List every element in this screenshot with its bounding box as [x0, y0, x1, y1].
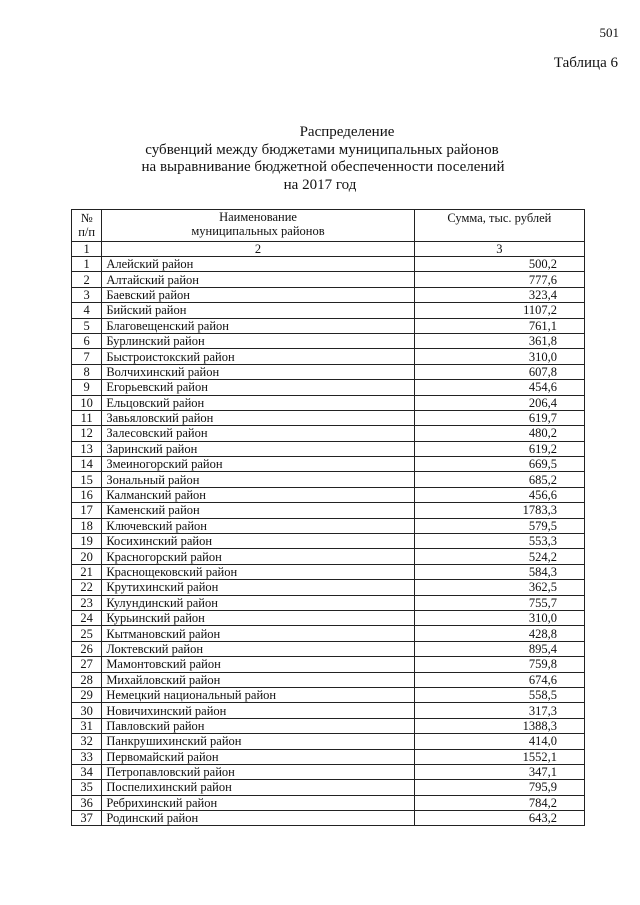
- district-name: Ребрихинский район: [102, 795, 414, 810]
- table-row: [72, 257, 585, 272]
- table-row: [72, 457, 585, 472]
- page-number: 501: [599, 25, 619, 40]
- district-name: Алтайский район: [102, 272, 414, 287]
- table-row: [72, 395, 585, 410]
- subvention-sum: 607,8: [414, 364, 584, 379]
- table-row: [72, 734, 585, 749]
- subvention-sum: 456,6: [414, 487, 584, 502]
- row-number: 3: [72, 287, 102, 302]
- table-row: [72, 272, 585, 287]
- subvention-sum: 347,1: [414, 764, 584, 779]
- subvention-sum: 524,2: [414, 549, 584, 564]
- table-row: [72, 287, 585, 302]
- row-number: 9: [72, 380, 102, 395]
- table-row: [72, 364, 585, 379]
- subvention-sum: 317,3: [414, 703, 584, 718]
- row-number: 32: [72, 734, 102, 749]
- table-row: [72, 626, 585, 641]
- table-row: [72, 641, 585, 656]
- column-number-3: 3: [414, 242, 584, 257]
- row-number: 21: [72, 564, 102, 579]
- table-row: [72, 303, 585, 318]
- table-row: [72, 795, 585, 810]
- table-header-row: [72, 210, 585, 242]
- table-row: [72, 487, 585, 502]
- table-row: [72, 441, 585, 456]
- subvention-sum: 500,2: [414, 257, 584, 272]
- subvention-sum: 895,4: [414, 641, 584, 656]
- subvention-sum: 584,3: [414, 564, 584, 579]
- subvention-sum: 206,4: [414, 395, 584, 410]
- district-name: Заринский район: [102, 441, 414, 456]
- district-name: Кулундинский район: [102, 595, 414, 610]
- row-number: 12: [72, 426, 102, 441]
- subvention-sum: 669,5: [414, 457, 584, 472]
- row-number: 1: [72, 257, 102, 272]
- subvention-sum: 362,5: [414, 580, 584, 595]
- row-number: 34: [72, 764, 102, 779]
- table-row: [72, 672, 585, 687]
- table-row: [72, 349, 585, 364]
- district-name: Егорьевский район: [102, 380, 414, 395]
- district-name: Мамонтовский район: [102, 657, 414, 672]
- table-row: [72, 534, 585, 549]
- district-name: Баевский район: [102, 287, 414, 302]
- district-name: Змеиногорский район: [102, 457, 414, 472]
- row-number: 15: [72, 472, 102, 487]
- district-name: Быстроистокский район: [102, 349, 414, 364]
- subvention-sum: 553,3: [414, 534, 584, 549]
- subvention-sum: 784,2: [414, 795, 584, 810]
- district-name: Немецкий национальный район: [102, 687, 414, 702]
- subvention-sum: 795,9: [414, 780, 584, 795]
- district-name: Родинский район: [102, 811, 414, 826]
- row-number: 22: [72, 580, 102, 595]
- district-name: Красногорский район: [102, 549, 414, 564]
- header-number-line-1: №: [80, 211, 93, 225]
- district-name: Калманский район: [102, 487, 414, 502]
- row-number: 23: [72, 595, 102, 610]
- table-row: [72, 580, 585, 595]
- subvention-sum: 619,2: [414, 441, 584, 456]
- district-name: Локтевский район: [102, 641, 414, 656]
- title-line-2: субвенций между бюджетами муниципальных районов: [145, 141, 499, 158]
- table-row: [72, 703, 585, 718]
- row-number: 20: [72, 549, 102, 564]
- district-name: Павловский район: [102, 718, 414, 733]
- table-row: [72, 595, 585, 610]
- subvention-sum: 414,0: [414, 734, 584, 749]
- row-number: 24: [72, 610, 102, 625]
- district-name: Новичихинский район: [102, 703, 414, 718]
- column-number-1: 1: [72, 242, 102, 257]
- subvention-sum: 685,2: [414, 472, 584, 487]
- subvention-sum: 759,8: [414, 657, 584, 672]
- row-number: 30: [72, 703, 102, 718]
- table-row: [72, 564, 585, 579]
- district-name: Зональный район: [102, 472, 414, 487]
- table-row: [72, 764, 585, 779]
- title-line-4: на 2017 год: [283, 176, 357, 193]
- row-number: 13: [72, 441, 102, 456]
- column-number-2: 2: [102, 242, 414, 257]
- title-line-3: на выравнивание бюджетной обеспеченности поселений: [141, 159, 505, 175]
- row-number: 8: [72, 364, 102, 379]
- row-number: 18: [72, 518, 102, 533]
- subvention-sum: 761,1: [414, 318, 584, 333]
- title-line-1: Распределение: [299, 124, 395, 140]
- header-number: [72, 210, 102, 242]
- table-row: [72, 780, 585, 795]
- row-number: 5: [72, 318, 102, 333]
- table-row: [72, 426, 585, 441]
- district-name: Михайловский район: [102, 672, 414, 687]
- row-number: 19: [72, 534, 102, 549]
- table-row: [72, 410, 585, 425]
- header-number-line-2: п/п: [78, 225, 96, 239]
- district-name: Ключевский район: [102, 518, 414, 533]
- row-number: 2: [72, 272, 102, 287]
- header-sum: Сумма, тыс. рублей: [414, 210, 584, 242]
- header-name-line-1: Наименование: [219, 210, 297, 224]
- subvention-sum: 428,8: [414, 626, 584, 641]
- row-number: 33: [72, 749, 102, 764]
- row-number: 10: [72, 395, 102, 410]
- subvention-sum: 755,7: [414, 595, 584, 610]
- subvention-sum: 323,4: [414, 287, 584, 302]
- row-number: 14: [72, 457, 102, 472]
- district-name: Курьинский район: [102, 610, 414, 625]
- subvention-sum: 310,0: [414, 610, 584, 625]
- district-name: Крутихинский район: [102, 580, 414, 595]
- table-row: [72, 380, 585, 395]
- table-row: [72, 610, 585, 625]
- district-name: Волчихинский район: [102, 364, 414, 379]
- table-row: [72, 657, 585, 672]
- district-name: Первомайский район: [102, 749, 414, 764]
- row-number: 26: [72, 641, 102, 656]
- subvention-sum: 579,5: [414, 518, 584, 533]
- table-row: [72, 687, 585, 702]
- district-name: Каменский район: [102, 503, 414, 518]
- subvention-sum: 1388,3: [414, 718, 584, 733]
- subvention-sum: 1107,2: [414, 303, 584, 318]
- table-row: [72, 549, 585, 564]
- table-body: [72, 257, 585, 826]
- table-row: [72, 472, 585, 487]
- subvention-sum: 361,8: [414, 333, 584, 348]
- row-number: 17: [72, 503, 102, 518]
- table-row: [72, 718, 585, 733]
- subvention-sum: 1783,3: [414, 503, 584, 518]
- district-name: Краснощековский район: [102, 564, 414, 579]
- row-number: 7: [72, 349, 102, 364]
- subvention-sum: 310,0: [414, 349, 584, 364]
- document-title: [0, 124, 640, 194]
- row-number: 27: [72, 657, 102, 672]
- row-number: 37: [72, 811, 102, 826]
- table-row: [72, 503, 585, 518]
- table-label: Таблица 6: [553, 55, 618, 71]
- row-number: 29: [72, 687, 102, 702]
- district-name: Бийский район: [102, 303, 414, 318]
- row-number: 16: [72, 487, 102, 502]
- table-row: [72, 749, 585, 764]
- header-name: [102, 210, 414, 242]
- subvention-sum: 674,6: [414, 672, 584, 687]
- subvention-sum: 643,2: [414, 811, 584, 826]
- row-number: 36: [72, 795, 102, 810]
- district-name: Бурлинский район: [102, 333, 414, 348]
- subvention-sum: 1552,1: [414, 749, 584, 764]
- district-name: Петропавловский район: [102, 764, 414, 779]
- district-name: Залесовский район: [102, 426, 414, 441]
- row-number: 35: [72, 780, 102, 795]
- row-number: 25: [72, 626, 102, 641]
- subvention-sum: 480,2: [414, 426, 584, 441]
- district-name: Алейский район: [102, 257, 414, 272]
- subvention-sum: 777,6: [414, 272, 584, 287]
- subvention-sum: 619,7: [414, 410, 584, 425]
- header-name-line-2: муниципальных районов: [191, 224, 325, 238]
- district-name: Завьяловский район: [102, 410, 414, 425]
- district-name: Кытмановский район: [102, 626, 414, 641]
- district-name: Косихинский район: [102, 534, 414, 549]
- column-number-row: [72, 242, 585, 257]
- subvention-sum: 454,6: [414, 380, 584, 395]
- district-name: Панкрушихинский район: [102, 734, 414, 749]
- row-number: 11: [72, 410, 102, 425]
- row-number: 31: [72, 718, 102, 733]
- row-number: 4: [72, 303, 102, 318]
- district-name: Благовещенский район: [102, 318, 414, 333]
- table-row: [72, 811, 585, 826]
- subvention-table: [71, 209, 585, 826]
- district-name: Ельцовский район: [102, 395, 414, 410]
- table-row: [72, 518, 585, 533]
- table-row: [72, 318, 585, 333]
- subvention-sum: 558,5: [414, 687, 584, 702]
- table-row: [72, 333, 585, 348]
- district-name: Поспелихинский район: [102, 780, 414, 795]
- row-number: 28: [72, 672, 102, 687]
- row-number: 6: [72, 333, 102, 348]
